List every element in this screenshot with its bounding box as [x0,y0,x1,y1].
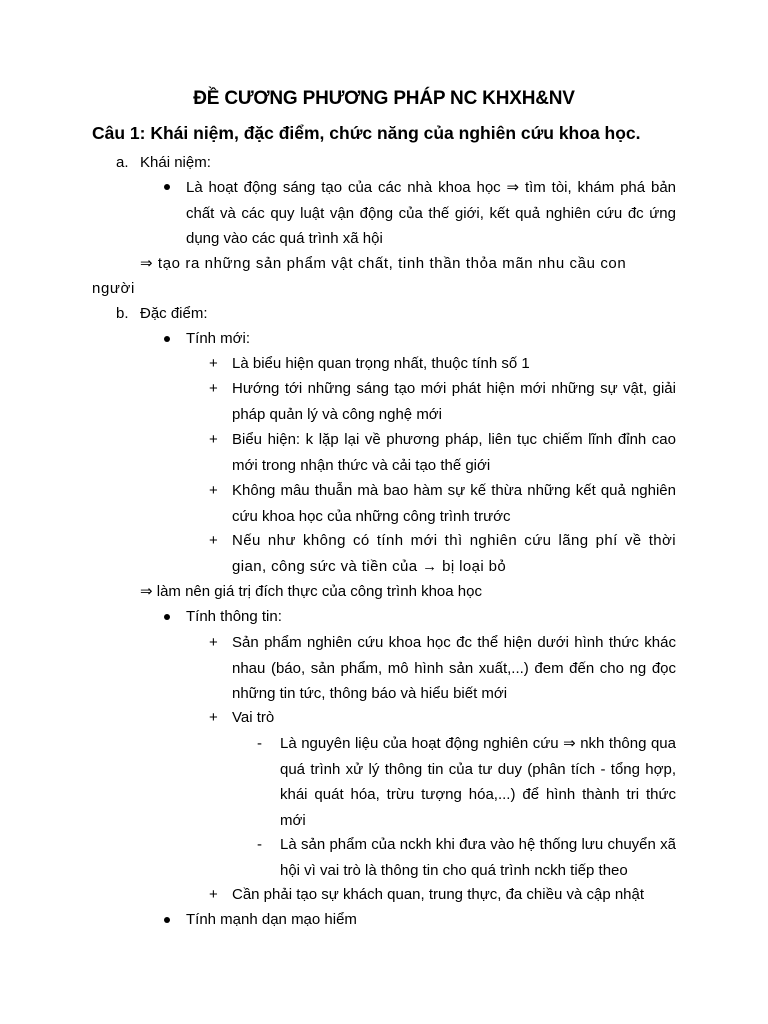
role-sub-item: Là nguyên liệu của hoạt động nghiên cứu ⇒ nkh thông qua quá trình xử lý thông tin của tư duy (phân tích - tổng hợp, khái quát hóa, trừu tượng hóa,...) để hình thành tri thức mới [280,735,676,829]
information-item: Cần phải tạo sự khách quan, trung thực, đa chiều và cập nhật [232,886,645,903]
bullet-icon [164,336,170,342]
novelty-conclusion: ⇒ làm nên giá trị đích thực của công trình khoa học [140,583,482,600]
novelty-item: Không mâu thuẫn mà bao hàm sự kế thừa những kết quả nghiên cứu khoa học của những công trình trước [232,482,676,525]
plus-marker: + [209,709,218,726]
novelty-item: Hướng tới những sáng tạo mới phát hiện mới những sự vật, giải pháp quản lý và công nghệ mới [232,380,676,423]
information-label: Tính thông tin: [186,608,282,625]
bullet-icon [164,917,170,923]
plus-marker: + [209,380,218,397]
section-b-marker: b. [116,305,129,322]
plus-marker: + [209,532,218,549]
plus-marker: + [209,431,218,448]
section-b-label: Đặc điểm: [140,305,208,322]
concept-conclusion-continued: người [92,280,135,297]
boldness-label: Tính mạnh dạn mạo hiểm [186,911,357,928]
bullet-icon [164,614,170,620]
page-title: ĐỀ CƯƠNG PHƯƠNG PHÁP NC KHXH&NV [193,88,575,109]
plus-marker: + [209,355,218,372]
concept-conclusion: ⇒ tạo ra những sản phẩm vật chất, tinh thần thỏa mãn nhu cầu con [140,255,627,272]
role-label: Vai trò [232,709,275,726]
plus-marker: + [209,482,218,499]
section-a-marker: a. [116,154,129,171]
information-item: Sản phẩm nghiên cứu khoa học đc thể hiện dưới hình thức khác nhau (báo, sản phẩm, mô hình sản xuất,...) đem đến cho ng đọc những tin tức, thông báo và hiểu biết mới [232,634,676,702]
plus-marker: + [209,886,218,903]
dash-marker: - [257,836,262,853]
concept-definition: Là hoạt động sáng tạo của các nhà khoa học ⇒ tìm tòi, khám phá bản chất và các quy luật vận động của thế giới, kết quả nghiên cứu đc ứng dụng vào các quá trình xã hội [186,179,676,247]
dash-marker: - [257,735,262,752]
novelty-item: Là biểu hiện quan trọng nhất, thuộc tính số 1 [232,355,530,372]
novelty-item: Biểu hiện: k lặp lại về phương pháp, liên tục chiếm lĩnh đỉnh cao mới trong nhận thức và cải tạo thế giới [232,431,676,474]
section-a-label: Khái niệm: [140,154,211,171]
question-heading: Câu 1: Khái niệm, đặc điểm, chức năng của nghiên cứu khoa học. [92,123,641,143]
bullet-icon [164,184,170,190]
plus-marker: + [209,634,218,651]
novelty-label: Tính mới: [186,330,251,347]
novelty-item: Nếu như không có tính mới thì nghiên cứu lãng phí về thời gian, công sức và tiền của → bị loại bỏ [232,532,676,575]
role-sub-item: Là sản phẩm của nckh khi đưa vào hệ thống lưu chuyển xã hội vì vai trò là thông tin cho quá trình nckh tiếp theo [280,836,676,879]
